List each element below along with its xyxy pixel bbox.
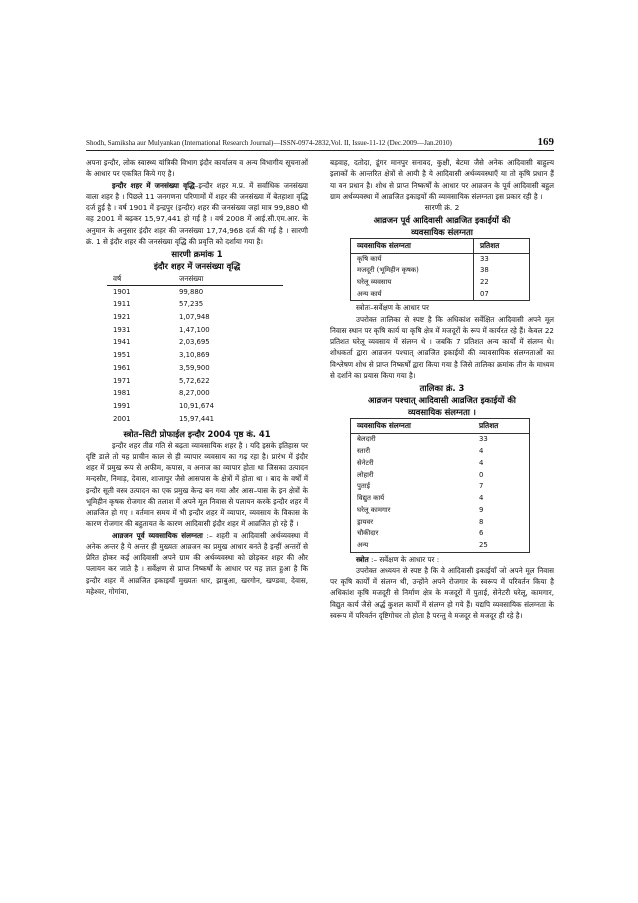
column-header-percent: प्रतिशत xyxy=(474,238,530,253)
table-cell-pct: 9 xyxy=(479,505,484,514)
table-cell-occ: कृषि कार्य xyxy=(357,254,382,263)
table-cell-occ: विद्युत कार्य xyxy=(357,494,385,502)
table2-caption-title: आव्रजन पूर्व आदिवासी आव्रजित इकाईयों की xyxy=(373,214,511,225)
paragraph-population-growth xyxy=(86,180,308,248)
table-cell-occ: अन्य कार्य xyxy=(357,289,382,298)
table-cell-pct: 4 xyxy=(479,458,484,467)
journal-citation: Shodh, Samiksha aur Mulyankan (International Research Journal)—ISSN-0974-2832,Vol. II, Issue-11-12 (Dec.2009—Jan.2010) xyxy=(86,139,452,147)
paragraph-regions: बड़वाह, दतोदा, डूंगर मानपुर सनावद, कुक्षी, बेटमा जैसे अनेक आदिवासी बाहुल्य इलाकों के आन्तरित क्षेत्रों से आयी है ये आदिवासी अर्थव्यवस्थाएँ या तो कृषि प्रधान हैं या वन प्रधान है। शोध से प्राप्त निष्कर्षों के आधार पर आव्रजन के पूर्व आदिवासी बहुल ग्राम अर्थव्यवस्था में आव्रजित इकाइयों की व्यावसायिक संलग्नता इस प्रकार रही है । xyxy=(330,158,554,201)
paragraph-population-body: –इन्दौर शहर म.प्र. में सर्वाधिक जनसंख्या वाला शहर है । पिछले 11 जनगणना परिणामों में शहर की जनसंख्या में बेतहाशा वृद्धि दर्ज हुई है । वर्ष 1901 में इन्द्रपुर (इन्दौर) शहर की जनसंख्या जहां मात्र 99,880 थी वह 2001 में बढ़कर 15,97,441 हो गई है । वर्ष 2008 में आई.सी.एम.आर. के अनुमान के अनुसार इंदौर शहर की जनसंख्या 17,74,968 दर्ज की गई है । सारणी क्रं. 1 से इंदौर शहर की जनसंख्या वृद्धि की प्रवृत्ति को दर्शाया गया है। xyxy=(86,180,309,246)
table-row xyxy=(351,253,530,265)
post-migration-occupation-table xyxy=(350,418,530,553)
table-row xyxy=(351,540,530,552)
table-cell-year: 1951 xyxy=(113,351,131,360)
table1-caption-number: सारणी क्रमांक 1 xyxy=(171,249,223,259)
table-cell-occ: ड्रायवर xyxy=(357,517,374,526)
table-row xyxy=(351,289,530,301)
table-cell-pop: 57,235 xyxy=(179,300,204,309)
table-cell-year: 1901 xyxy=(113,287,131,296)
table-row xyxy=(107,311,283,324)
table-cell-pop: 8,27,000 xyxy=(179,389,210,398)
pre-migration-table-body xyxy=(351,253,530,301)
post-migration-table-body xyxy=(351,434,530,553)
table-cell-occ: अन्य xyxy=(357,541,369,549)
table-cell-pct: 7 xyxy=(479,482,484,491)
table1-source: स्त्रोत–सिटी प्रोफाईल इन्दौर 2004 पृष्ठ कं. 41 xyxy=(123,428,271,439)
table-cell-pop: 15,97,441 xyxy=(179,414,215,423)
table-row xyxy=(351,528,530,540)
table-row xyxy=(351,493,530,505)
paragraph-pre-migration xyxy=(86,530,308,598)
table-cell-pct: 33 xyxy=(474,253,530,265)
table-row xyxy=(107,349,283,362)
column-header-occupation: व्यवसायिक संलग्नता xyxy=(351,238,474,253)
pre-migration-occupation-table xyxy=(350,238,530,302)
table3-source-label: स्त्रोत xyxy=(356,554,369,564)
paragraph-pre-migration-body: :– शहरी व आदिवासी अर्थव्यवस्था में अनेक अन्तर है ये अन्तर ही मुख्यतः आव्रजन का प्रमुख आधार बनते है इन्हीं अन्तरों से प्रेरित होकर कई आदिवासी अपने ग्राम की अर्थव्यवस्था को छोड़कर शहर की और पलायन कर जाते है । सर्वेक्षण से प्राप्त निष्कर्षों के आधार पर यह ज्ञात हुआ है कि इन्दौर शहर में आव्रजित इकाइयाँ मुख्यतः धार, झाबुआ, खरगोन, खण्डवा, देवास, महेश्वर, गोगांवा, xyxy=(86,530,308,596)
table-cell-pct: 0 xyxy=(479,470,484,479)
population-table-body xyxy=(107,286,283,426)
table-row xyxy=(107,299,283,312)
table-cell-pct: 38 xyxy=(474,265,530,277)
column-header-occupation: व्यवसायिक संलग्नता xyxy=(351,419,474,434)
column-header-population: जनसंख्या xyxy=(179,272,283,286)
table-row xyxy=(351,277,530,289)
table3-caption-subtitle: व्यवसायिक संलग्नता । xyxy=(408,407,476,417)
table-cell-year: 1981 xyxy=(113,389,131,398)
table-header-row xyxy=(351,238,530,253)
table-row xyxy=(351,446,530,458)
table-cell-year: 1961 xyxy=(113,363,131,372)
table-cell-pop: 2,03,695 xyxy=(179,338,210,347)
column-header-percent: प्रतिशत xyxy=(473,419,530,434)
table-row xyxy=(351,458,530,470)
table2-caption-subtitle: व्यवसायिक संलग्नता xyxy=(411,226,473,237)
table-cell-year: 1931 xyxy=(113,325,131,334)
table-cell-pop: 1,07,948 xyxy=(179,313,210,322)
table-cell-year: 1921 xyxy=(113,313,131,322)
paragraph-table2-analysis: उपरोक्त तालिका से स्पष्ट है कि अधिकांश सर्वेक्षित आदिवासी अपने मूल निवास स्थान पर कृषि कार्य या कृषि क्षेत्र में मजदूरों के रूप में कार्यरत रहे हैं। केवल 22 प्रतिशत घरेलू व्यवसाय में संलग्न थे । जबकि 7 प्रतिशत अन्य कार्यों में संलग्न थे। शोधकर्ता द्वारा आव्रजन पश्चात् आव्रजित इकाईयों की व्यावसायिक संलग्नताओं का विश्लेषण शोध से प्राप्त निष्कर्षों द्वारा किया गया है जिसे तालिका क्रमांक तीन के माध्यम से दर्शाने का प्रयास किया गया है। xyxy=(330,314,554,380)
table-row xyxy=(107,286,283,299)
table-cell-pct: 33 xyxy=(479,435,488,444)
running-header xyxy=(86,130,554,151)
table-cell-occ: मजदूरी (भूमिहीन कृषक) xyxy=(357,266,419,275)
table-row xyxy=(351,469,530,481)
paragraph-business-history: इन्दौर शहर तीव्र गति से बढ़ता व्यावसायिक शहर है । यदि इसके इतिहास पर दृष्टि डाले तो यह प्राचीन काल से ही व्यापार व्यवसाय का गढ़ रहा है। प्रारंभ में इंदौर शहर में प्रमुख रूप से अफीम, कपास, व अनाज का व्यापार होता था जिसका उत्पादन मन्दसौर, निमाड़, देवास, शाजापुर जैसे आसपास के क्षेत्रों में होता था । बाद के वर्षों में इन्दौर सूती वस्त्र उत्पादन का एक प्रमुख केन्द्र बन गया और आस–पास के इन क्षेत्रों के भूमिहीन कृषक रोजगार की तलाश में अपने मूल निवास से पलायन करके इन्दौर शहर में आव्रजित हो गए । वर्तमान समय में भी इन्दौर शहर में व्यापार, व्यवसाय के विकास के कारण रोजगार की बहुतायत के कारण आदिवासी इंदौर शहर में आव्रजित हो रहे हैं । xyxy=(86,440,308,529)
table-row xyxy=(107,337,283,350)
table-header-row xyxy=(351,419,530,434)
table3-source-text: :– सर्वेक्षण के आधार पर : xyxy=(368,554,440,564)
table-cell-pop: 3,10,869 xyxy=(179,351,210,360)
table-cell-year: 1911 xyxy=(113,300,131,309)
population-table xyxy=(107,272,283,426)
table-header-row xyxy=(107,272,283,286)
table-cell-pct: 07 xyxy=(474,289,530,301)
table-cell-pop: 3,59,900 xyxy=(179,363,210,372)
right-column xyxy=(330,157,554,621)
table-cell-occ: सेनेटरी xyxy=(357,458,374,467)
table-cell-year: 1991 xyxy=(113,401,131,410)
table-cell-pct: 25 xyxy=(479,541,488,549)
table3-source xyxy=(330,554,554,565)
table-row xyxy=(351,516,530,528)
table-cell-pop: 1,47,100 xyxy=(179,325,210,334)
table-cell-pop: 10,91,674 xyxy=(179,401,215,410)
paragraph-conclusion: उपरोक्त अध्ययन से स्पष्ट है कि वे आदिवासी इकाईयाँ जो अपने मूल निवास पर कृषि कार्यों में संलग्न थी, उन्होंने अपने रोजगार के स्वरूप में परिवर्तन किया है अधिकांश कृषि मजदूरी से निर्माण क्षेत्र के मजदूरों में पुताई, सेनेटरी घरेलू, कामगार, विद्युत कार्य जैसे अर्द्ध कुशल कार्यों में संलग्न हो गये हैं। यद्यपि व्यवसायिक संलग्नता के स्वरूप में परिवर्तन दृष्टिगोचर तो होता है परन्तु वे मजदूर से मजदूर ही रहे है। xyxy=(330,565,554,620)
table-row xyxy=(107,362,283,375)
table-cell-occ: लोहारी xyxy=(357,470,374,479)
table-cell-year: 1941 xyxy=(113,338,131,347)
table-cell-occ: बेलदारी xyxy=(357,435,376,444)
left-column xyxy=(86,157,308,597)
table-cell-pop: 99,880 xyxy=(179,287,204,296)
table-cell-occ: चौकीदार xyxy=(357,529,379,538)
table-row xyxy=(351,265,530,277)
table-row xyxy=(107,400,283,413)
table-cell-pct: 6 xyxy=(479,529,484,538)
table-cell-occ: घरेलू व्यवसाय xyxy=(357,278,392,287)
table3-caption-title: आव्रजन पश्चात् आदिवासी आव्रजित इकाईयों की xyxy=(368,395,516,405)
table-cell-year: 1971 xyxy=(113,376,131,385)
table2-source: स्त्रोतः–सर्वेक्षण के आधार पर xyxy=(356,303,429,313)
table1-caption-title: इंदौर शहर में जनसंख्या वृद्धि xyxy=(153,261,241,271)
table-row xyxy=(107,324,283,337)
table-row xyxy=(351,481,530,493)
table-row xyxy=(351,434,530,446)
table-cell-pct: 8 xyxy=(479,517,484,526)
table-cell-occ: स्तारी xyxy=(357,447,370,455)
section-heading-population: इन्दौर शहर में जनसंख्या वृद्धि xyxy=(112,180,195,190)
table-row xyxy=(351,505,530,517)
table-cell-pct: 4 xyxy=(479,494,484,502)
table-row xyxy=(107,413,283,426)
table-cell-pop: 5,72,622 xyxy=(179,376,210,385)
table-cell-pct: 4 xyxy=(479,447,484,455)
paragraph-intro-left: अपना इन्दौर, लोक स्वास्थ्य यांत्रिकी विभाग इंदौर कार्यालय व अन्य विभागीय सूचनाओं के आधार पर एकत्रित किये गए है। xyxy=(86,158,308,179)
table3-caption-number: तालिका क्रं. 3 xyxy=(419,383,465,393)
table2-caption-number: सारणी क्रं. 2 xyxy=(424,203,460,212)
page-number: 169 xyxy=(537,136,554,148)
table-cell-year: 2001 xyxy=(113,414,131,423)
column-header-year: वर्ष xyxy=(107,272,179,286)
table-cell-occ: घरेलू कामगार xyxy=(357,505,391,514)
table-cell-pct: 22 xyxy=(474,277,530,289)
section-heading-pre-migration: आव्रजन पूर्व व्यवसायिक संलग्नता xyxy=(112,530,203,540)
table-row xyxy=(107,375,283,388)
table-row xyxy=(107,388,283,401)
table-cell-occ: पुताई xyxy=(357,482,371,491)
